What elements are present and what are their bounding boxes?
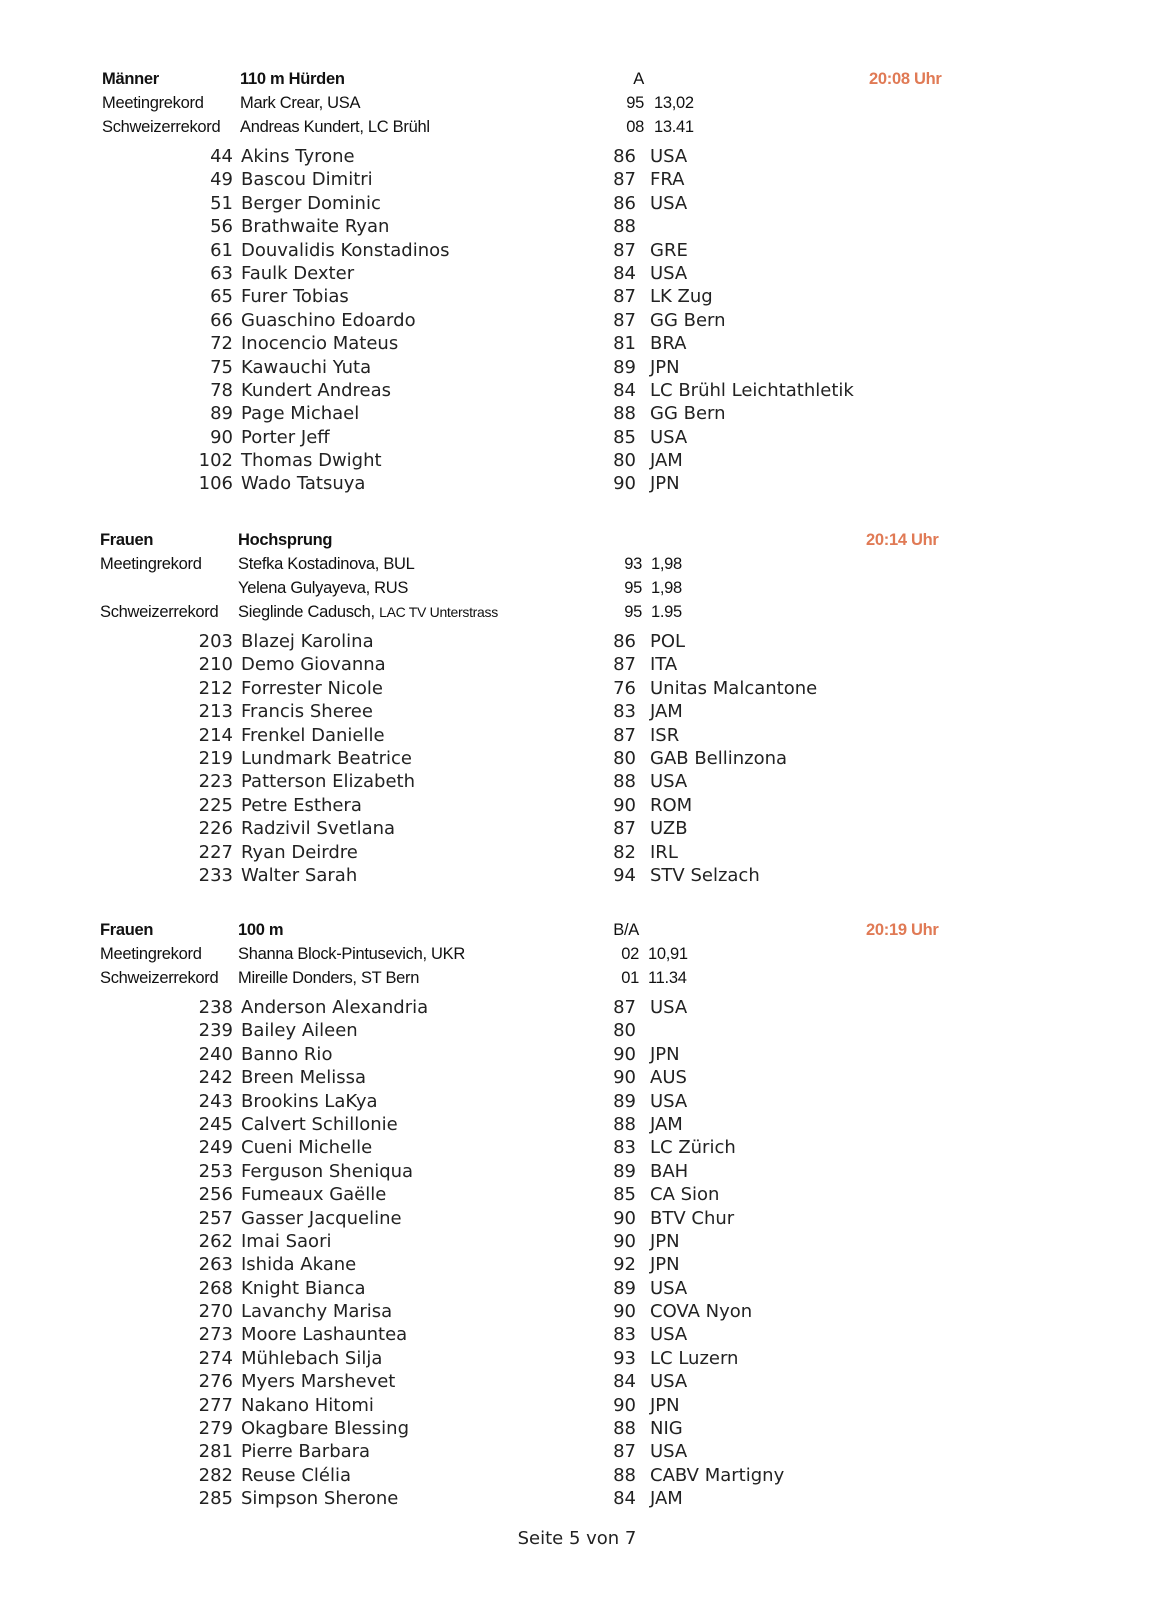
athlete-name: Knight Bianca (241, 1277, 366, 1299)
record-row (0, 91, 1154, 115)
athlete-row (0, 1370, 1154, 1393)
athlete-row (0, 1464, 1154, 1487)
athlete-club: USA (650, 771, 688, 793)
event-time: 20:08 Uhr (869, 70, 942, 88)
athlete-row (0, 1230, 1154, 1253)
athlete-row (0, 262, 1154, 285)
birth-year: 87 (613, 654, 636, 676)
birth-year: 88 (613, 1113, 636, 1135)
birth-year: 90 (613, 1394, 636, 1416)
athlete-name: Myers Marshevet (241, 1371, 396, 1393)
athlete-club: JPN (650, 1043, 680, 1065)
athlete-club: ITA (650, 654, 678, 676)
athlete-name: Cueni Michelle (241, 1137, 373, 1159)
athlete-name: Radzivil Svetlana (241, 818, 396, 840)
bib-number: 277 (198, 1394, 233, 1416)
bib-number: 226 (198, 818, 233, 840)
record-mark: 10,91 (648, 945, 688, 963)
birth-year: 90 (613, 794, 636, 816)
birth-year: 89 (613, 1160, 636, 1182)
birth-year: 89 (613, 1277, 636, 1299)
athlete-club: LC Zürich (650, 1137, 736, 1159)
bib-number: 44 (210, 146, 233, 167)
record-row (0, 552, 1154, 576)
athlete-club: JPN (650, 473, 680, 495)
athlete-name: Brathwaite Ryan (241, 216, 390, 238)
record-label: Meetingrekord (100, 945, 202, 963)
bib-number: 256 (198, 1184, 233, 1206)
bib-number: 49 (210, 169, 233, 191)
athlete-club: USA (650, 146, 688, 167)
athlete-name: Inocencio Mateus (241, 333, 399, 355)
event-gender: Frauen (100, 921, 154, 939)
record-holder: Yelena Gulyayeva, RUS (238, 579, 409, 597)
athlete-row (0, 630, 1154, 653)
athlete-club: NIG (650, 1418, 683, 1440)
record-holder-club: LAC TV Unterstrass (379, 604, 498, 620)
athlete-club: LC Brühl Leichtathletik (650, 379, 854, 401)
record-label: Meetingrekord (100, 555, 202, 573)
event-header (0, 67, 1154, 91)
athlete-row (0, 794, 1154, 817)
birth-year: 84 (613, 1488, 636, 1510)
bib-number: 245 (198, 1113, 233, 1135)
athlete-name: Fumeaux Gaëlle (241, 1184, 387, 1206)
athlete-name: Porter Jeff (241, 426, 330, 448)
bib-number: 72 (210, 333, 233, 355)
athlete-row (0, 996, 1154, 1019)
bib-number: 219 (198, 747, 233, 769)
athlete-row (0, 145, 1154, 168)
birth-year: 80 (613, 1020, 636, 1042)
athlete-row (0, 1136, 1154, 1159)
athlete-row (0, 1394, 1154, 1417)
athlete-list (0, 630, 1154, 887)
bib-number: 253 (198, 1160, 233, 1182)
athlete-club: CA Sion (650, 1184, 720, 1206)
record-row (0, 942, 1154, 966)
birth-year: 88 (613, 216, 636, 238)
birth-year: 87 (613, 997, 636, 1018)
athlete-row (0, 472, 1154, 495)
bib-number: 240 (198, 1043, 233, 1065)
record-row (0, 576, 1154, 600)
birth-year: 82 (613, 841, 636, 863)
athlete-name: Faulk Dexter (241, 262, 355, 284)
athlete-club: BRA (650, 333, 687, 355)
bib-number: 90 (210, 426, 233, 448)
athlete-row (0, 309, 1154, 332)
record-mark: 13.41 (654, 118, 694, 136)
bib-number: 89 (210, 403, 233, 425)
bib-number: 281 (198, 1441, 233, 1463)
athlete-name: Okagbare Blessing (241, 1418, 410, 1440)
bib-number: 210 (198, 654, 233, 676)
athlete-club: FRA (650, 169, 685, 191)
athlete-name: Breen Melissa (241, 1067, 367, 1089)
athlete-club: BTV Chur (650, 1207, 735, 1229)
bib-number: 61 (210, 239, 233, 261)
record-year: 08 (626, 118, 644, 136)
athlete-club: GAB Bellinzona (650, 747, 788, 769)
birth-year: 87 (613, 286, 636, 308)
birth-year: 90 (613, 473, 636, 495)
athlete-name: Ferguson Sheniqua (241, 1160, 414, 1182)
birth-year: 93 (613, 1347, 636, 1369)
birth-year: 90 (613, 1207, 636, 1229)
birth-year: 89 (613, 356, 636, 378)
event-header (0, 528, 1154, 552)
birth-year: 76 (613, 677, 636, 699)
birth-year: 81 (613, 333, 636, 355)
athlete-row (0, 215, 1154, 238)
birth-year: 88 (613, 1464, 636, 1486)
athlete-club: GRE (650, 239, 688, 261)
athlete-name: Bascou Dimitri (241, 169, 373, 191)
bib-number: 270 (198, 1301, 233, 1323)
athlete-name: Patterson Elizabeth (241, 771, 416, 793)
birth-year: 92 (613, 1254, 636, 1276)
athlete-row (0, 1323, 1154, 1346)
bib-number: 51 (210, 192, 233, 214)
athlete-row (0, 332, 1154, 355)
athlete-name: Anderson Alexandria (241, 997, 429, 1018)
bib-number: 78 (210, 379, 233, 401)
athlete-row (0, 285, 1154, 308)
athlete-club: USA (650, 1371, 688, 1393)
athlete-club: USA (650, 1277, 688, 1299)
athlete-row (0, 747, 1154, 770)
bib-number: 263 (198, 1254, 233, 1276)
athlete-row (0, 426, 1154, 449)
record-mark: 1,98 (651, 579, 682, 597)
birth-year: 84 (613, 379, 636, 401)
record-mark: 13,02 (654, 94, 694, 112)
athlete-club: JAM (650, 1488, 683, 1510)
record-row (0, 966, 1154, 990)
athlete-name: Kundert Andreas (241, 379, 392, 401)
birth-year: 85 (613, 426, 636, 448)
athlete-name: Mühlebach Silja (241, 1347, 383, 1369)
athlete-name: Pierre Barbara (241, 1441, 371, 1463)
bib-number: 257 (198, 1207, 233, 1229)
birth-year: 90 (613, 1067, 636, 1089)
athlete-row (0, 677, 1154, 700)
event-section-hochsprung (0, 528, 1154, 887)
athlete-row (0, 1487, 1154, 1510)
athlete-name: Reuse Clélia (241, 1464, 352, 1486)
bib-number: 262 (198, 1230, 233, 1252)
bib-number: 268 (198, 1277, 233, 1299)
athlete-club: USA (650, 192, 688, 214)
athlete-row (0, 1113, 1154, 1136)
bib-number: 279 (198, 1418, 233, 1440)
bib-number: 233 (198, 864, 233, 886)
athlete-club: CABV Martigny (650, 1464, 785, 1486)
bib-number: 227 (198, 841, 233, 863)
athlete-row (0, 192, 1154, 215)
athlete-row (0, 770, 1154, 793)
bib-number: 225 (198, 794, 233, 816)
event-time: 20:14 Uhr (866, 531, 939, 549)
athlete-row (0, 724, 1154, 747)
event-title: Hochsprung (238, 531, 333, 549)
athlete-club: COVA Nyon (650, 1301, 753, 1323)
record-row (0, 115, 1154, 139)
athlete-club: JPN (650, 1230, 680, 1252)
bib-number: 276 (198, 1371, 233, 1393)
athlete-row (0, 1440, 1154, 1463)
athlete-row (0, 864, 1154, 887)
athlete-club: Unitas Malcantone (650, 677, 818, 699)
birth-year: 94 (613, 864, 636, 886)
event-header (0, 918, 1154, 942)
athlete-name: Moore Lashauntea (241, 1324, 408, 1346)
athlete-name: Walter Sarah (241, 864, 358, 886)
athlete-row (0, 841, 1154, 864)
athlete-row (0, 1043, 1154, 1066)
birth-year: 80 (613, 747, 636, 769)
record-year: 93 (624, 555, 642, 573)
event-heat: A (633, 70, 644, 88)
bib-number: 274 (198, 1347, 233, 1369)
athlete-name: Gasser Jacqueline (241, 1207, 402, 1229)
birth-year: 86 (613, 631, 636, 652)
birth-year: 83 (613, 1324, 636, 1346)
birth-year: 84 (613, 262, 636, 284)
athlete-row (0, 817, 1154, 840)
athlete-list (0, 996, 1154, 1511)
athlete-name: Ishida Akane (241, 1254, 357, 1276)
athlete-club: USA (650, 1324, 688, 1346)
event-gender: Männer (102, 70, 159, 88)
record-holder: Mark Crear, USA (240, 94, 361, 112)
athlete-name: Lundmark Beatrice (241, 747, 412, 769)
bib-number: 56 (210, 216, 233, 238)
bib-number: 212 (198, 677, 233, 699)
birth-year: 87 (613, 818, 636, 840)
bib-number: 106 (198, 473, 233, 495)
athlete-club: GG Bern (650, 403, 726, 425)
athlete-club: JPN (650, 1394, 680, 1416)
record-label: Schweizerrekord (100, 603, 219, 621)
athlete-row (0, 1253, 1154, 1276)
athlete-name: Calvert Schillonie (241, 1113, 398, 1135)
athlete-club: AUS (650, 1067, 687, 1089)
bib-number: 214 (198, 724, 233, 746)
athlete-club: IRL (650, 841, 678, 863)
birth-year: 87 (613, 309, 636, 331)
athlete-name: Forrester Nicole (241, 677, 383, 699)
athlete-club: ROM (650, 794, 693, 816)
athlete-row (0, 379, 1154, 402)
birth-year: 84 (613, 1371, 636, 1393)
athlete-club: JAM (650, 701, 683, 723)
bib-number: 273 (198, 1324, 233, 1346)
bib-number: 213 (198, 701, 233, 723)
event-section-100m (0, 918, 1154, 1511)
athlete-list (0, 145, 1154, 496)
athlete-name: Blazej Karolina (241, 631, 374, 652)
athlete-row (0, 1300, 1154, 1323)
athlete-row (0, 449, 1154, 472)
birth-year: 87 (613, 239, 636, 261)
athlete-row (0, 402, 1154, 425)
bib-number: 249 (198, 1137, 233, 1159)
birth-year: 85 (613, 1184, 636, 1206)
athlete-club: USA (650, 1090, 688, 1112)
record-label: Meetingrekord (102, 94, 204, 112)
birth-year: 80 (613, 450, 636, 472)
record-holder: Shanna Block-Pintusevich, UKR (238, 945, 465, 963)
record-holder: Sieglinde Cadusch, LAC TV Unterstrass (238, 603, 498, 621)
athlete-row (0, 1183, 1154, 1206)
athlete-name: Petre Esthera (241, 794, 362, 816)
athlete-club: USA (650, 262, 688, 284)
athlete-club: POL (650, 631, 686, 652)
record-holder: Stefka Kostadinova, BUL (238, 555, 415, 573)
record-row (0, 600, 1154, 624)
athlete-name: Bailey Aileen (241, 1020, 358, 1042)
athlete-row (0, 356, 1154, 379)
athlete-club: JPN (650, 1254, 680, 1276)
record-label: Schweizerrekord (100, 969, 219, 987)
bib-number: 203 (198, 631, 233, 652)
athlete-club: JAM (650, 450, 683, 472)
bib-number: 242 (198, 1067, 233, 1089)
athlete-row (0, 168, 1154, 191)
athlete-name: Demo Giovanna (241, 654, 386, 676)
record-mark: 11.34 (648, 969, 687, 987)
athlete-club: USA (650, 1441, 688, 1463)
birth-year: 88 (613, 1418, 636, 1440)
record-label: Schweizerrekord (102, 118, 221, 136)
athlete-name: Brookins LaKya (241, 1090, 378, 1112)
athlete-club: UZB (650, 818, 688, 840)
bib-number: 243 (198, 1090, 233, 1112)
bib-number: 66 (210, 309, 233, 331)
athlete-name: Imai Saori (241, 1230, 332, 1252)
event-title: 110 m Hürden (240, 70, 345, 88)
athlete-name: Furer Tobias (241, 286, 349, 308)
birth-year: 90 (613, 1301, 636, 1323)
athlete-name: Berger Dominic (241, 192, 381, 214)
athlete-name: Page Michael (241, 403, 360, 425)
record-holder: Mireille Donders, ST Bern (238, 969, 420, 987)
athlete-row (0, 1207, 1154, 1230)
bib-number: 63 (210, 262, 233, 284)
record-year: 95 (624, 603, 642, 621)
athlete-row (0, 1277, 1154, 1300)
record-holder: Andreas Kundert, LC Brühl (240, 118, 430, 136)
birth-year: 89 (613, 1090, 636, 1112)
birth-year: 90 (613, 1230, 636, 1252)
athlete-row (0, 1417, 1154, 1440)
athlete-club: GG Bern (650, 309, 726, 331)
athlete-row (0, 1019, 1154, 1042)
event-gender: Frauen (100, 531, 154, 549)
birth-year: 87 (613, 724, 636, 746)
bib-number: 282 (198, 1464, 233, 1486)
athlete-name: Simpson Sherone (241, 1488, 399, 1510)
event-section-110m-huerden (0, 67, 1154, 496)
athlete-name: Kawauchi Yuta (241, 356, 372, 378)
athlete-name: Douvalidis Konstadinos (241, 239, 450, 261)
athlete-row (0, 1066, 1154, 1089)
athlete-name: Francis Sheree (241, 701, 373, 723)
athlete-row (0, 1160, 1154, 1183)
athlete-row (0, 1347, 1154, 1370)
athlete-club: LC Luzern (650, 1347, 739, 1369)
birth-year: 83 (613, 701, 636, 723)
bib-number: 239 (198, 1020, 233, 1042)
athlete-club: BAH (650, 1160, 689, 1182)
athlete-row (0, 239, 1154, 262)
athlete-club: USA (650, 997, 688, 1018)
athlete-club: LK Zug (650, 286, 713, 308)
athlete-club: JAM (650, 1113, 683, 1135)
birth-year: 88 (613, 771, 636, 793)
athlete-name: Nakano Hitomi (241, 1394, 374, 1416)
athlete-name: Thomas Dwight (241, 450, 382, 472)
bib-number: 285 (198, 1488, 233, 1510)
birth-year: 83 (613, 1137, 636, 1159)
athlete-club: STV Selzach (650, 864, 760, 886)
athlete-name: Lavanchy Marisa (241, 1301, 393, 1323)
athlete-club: USA (650, 426, 688, 448)
record-year: 02 (621, 945, 639, 963)
birth-year: 90 (613, 1043, 636, 1065)
record-year: 95 (624, 579, 642, 597)
record-mark: 1,98 (651, 555, 682, 573)
event-time: 20:19 Uhr (866, 921, 939, 939)
bib-number: 223 (198, 771, 233, 793)
athlete-row (0, 653, 1154, 676)
record-mark: 1.95 (651, 603, 682, 621)
birth-year: 87 (613, 169, 636, 191)
birth-year: 88 (613, 403, 636, 425)
record-year: 95 (626, 94, 644, 112)
athlete-name: Guaschino Edoardo (241, 309, 416, 331)
birth-year: 86 (613, 146, 636, 167)
birth-year: 87 (613, 1441, 636, 1463)
athlete-name: Wado Tatsuya (241, 473, 366, 495)
event-title: 100 m (238, 921, 284, 939)
athlete-row (0, 700, 1154, 723)
page-number: Seite 5 von 7 (517, 1528, 637, 1549)
bib-number: 102 (198, 450, 233, 472)
athlete-name: Akins Tyrone (241, 146, 355, 167)
birth-year: 86 (613, 192, 636, 214)
athlete-row (0, 1090, 1154, 1113)
event-heat: B/A (613, 921, 639, 939)
bib-number: 75 (210, 356, 233, 378)
athlete-club: ISR (650, 724, 680, 746)
bib-number: 238 (198, 997, 233, 1018)
athlete-name: Ryan Deirdre (241, 841, 358, 863)
athlete-club: JPN (650, 356, 680, 378)
bib-number: 65 (210, 286, 233, 308)
athlete-name: Frenkel Danielle (241, 724, 385, 746)
record-year: 01 (621, 969, 639, 987)
athlete-name: Banno Rio (241, 1043, 333, 1065)
